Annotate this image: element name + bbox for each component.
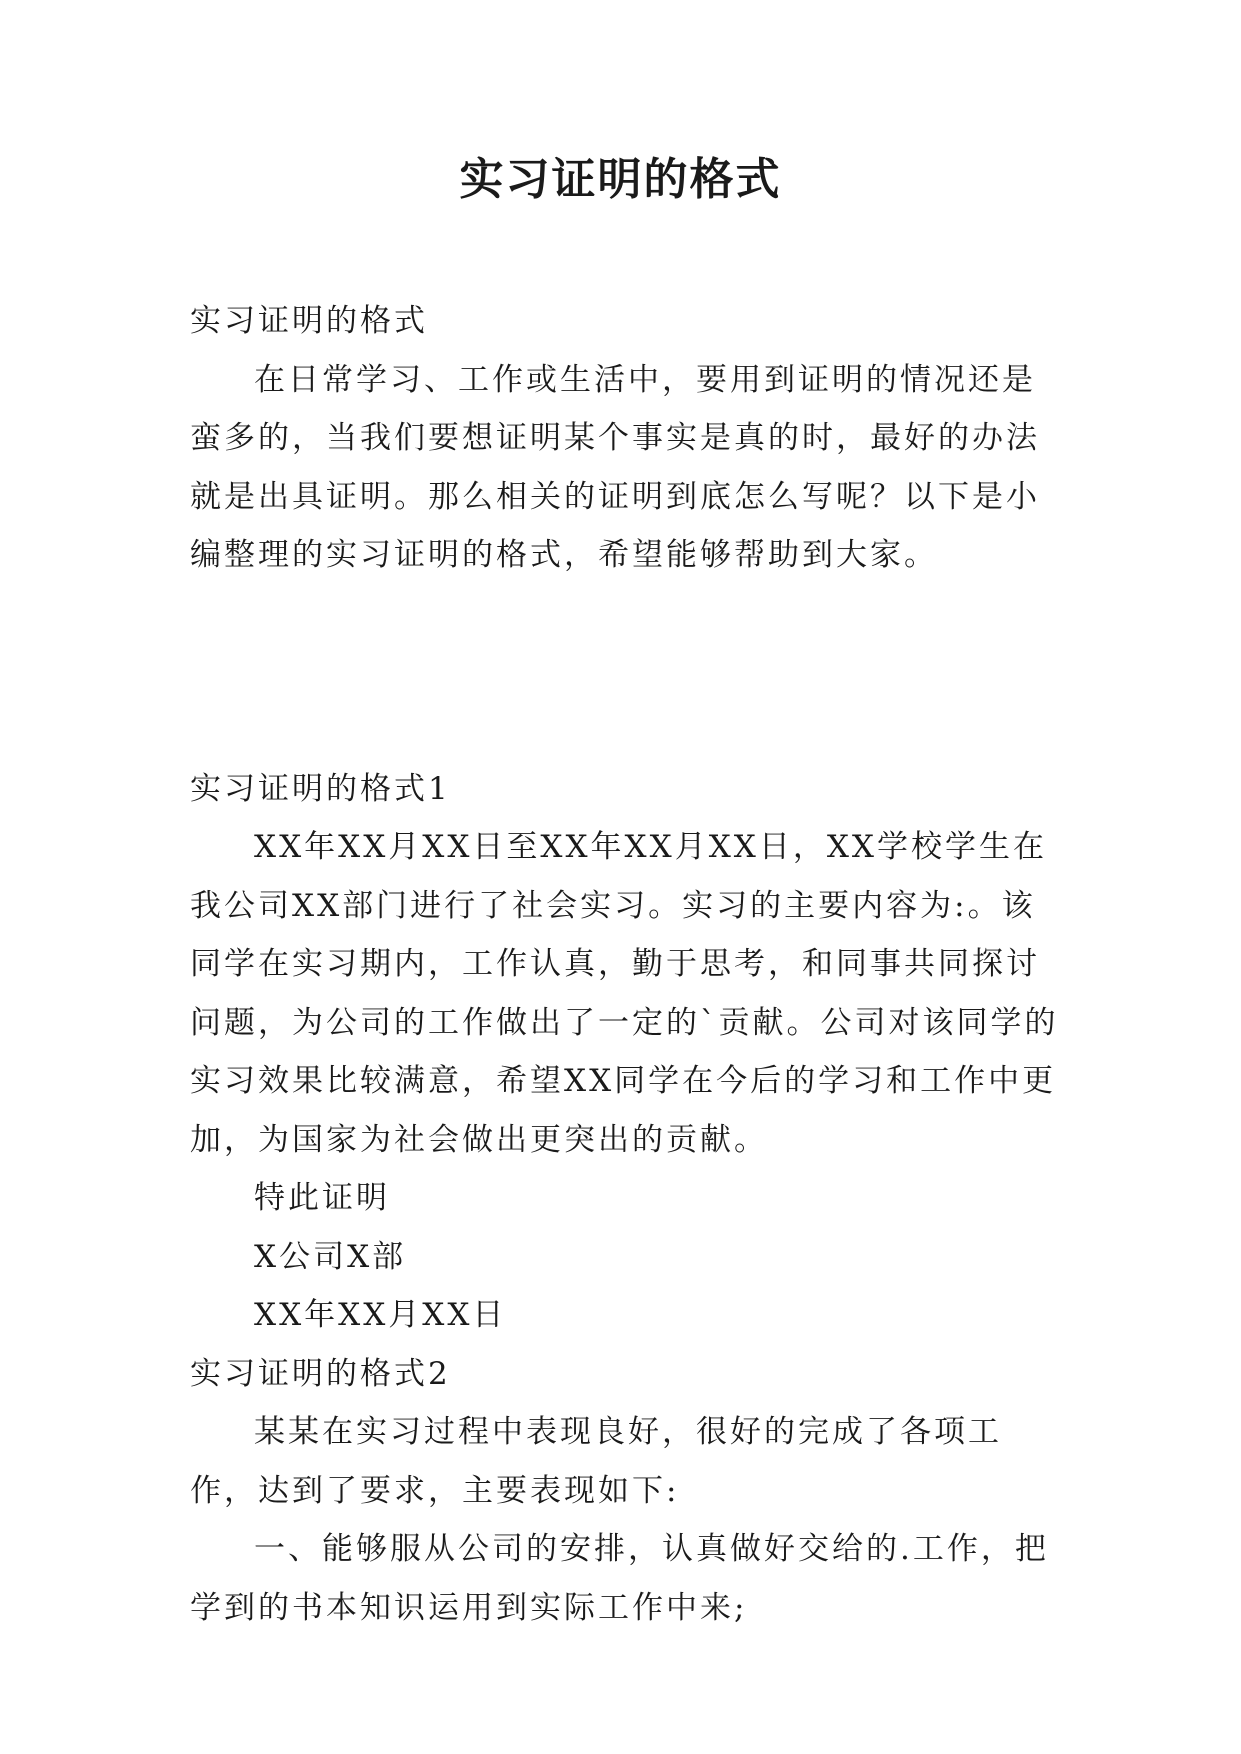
- intro-paragraph: 在日常学习、工作或生活中，要用到证明的情况还是蛮多的，当我们要想证明某个事实是真的时，最好的办法就是出具证明。那么相关的证明到底怎么写呢？以下是小编整理的实习证明的格式，希望能够帮助到大家。: [190, 361, 1040, 573]
- section1-body: XX年XX月XX日至XX年XX月XX日，XX学校学生在我公司XX部门进行了社会实习。实习的主要内容为:。该同学在实习期内，工作认真，勤于思考，和同事共同探讨问题，为公司的工作做出了一定的`贡献。公司对该同学的实习效果比较满意，希望XX同学在今后的学习和工作中更加，为国家为社会做出更突出的贡献。: [190, 829, 1059, 1158]
- section1-heading: 实习证明的格式1: [190, 770, 451, 807]
- section1-closing: 特此证明: [254, 1180, 390, 1216]
- section2-body: 某某在实习过程中表现良好，很好的完成了各项工作，达到了要求，主要表现如下:: [190, 1414, 1002, 1509]
- section-spacer: [190, 585, 1060, 760]
- section1-signature: X公司X部: [254, 1238, 407, 1275]
- section2-item1: 一、能够服从公司的安排，认真做好交给的.工作，把学到的书本知识运用到实际工作中来;: [190, 1531, 1049, 1626]
- document-title: 实习证明的格式: [459, 154, 782, 205]
- document-body: [190, 292, 1060, 1637]
- section1-date: XX年XX月XX日: [254, 1297, 507, 1333]
- section2-heading: 实习证明的格式2: [190, 1355, 451, 1392]
- intro-heading: 实习证明的格式: [190, 303, 428, 339]
